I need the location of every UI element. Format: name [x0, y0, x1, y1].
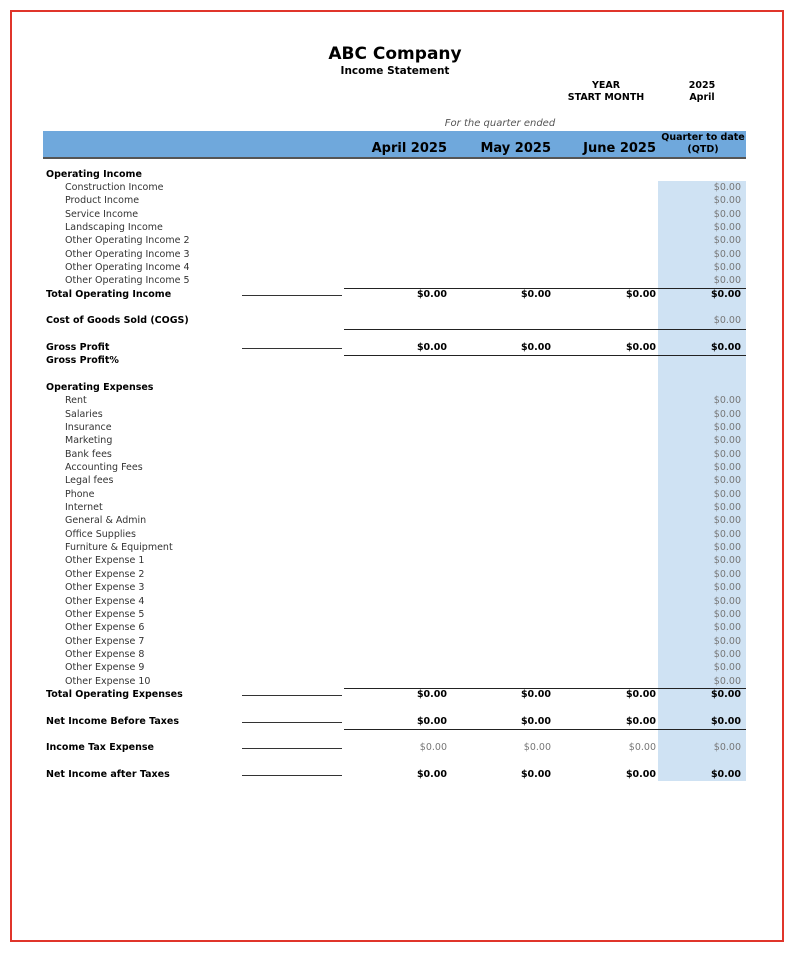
row-label: Office Supplies	[65, 528, 136, 540]
row-label: Service Income	[65, 208, 139, 220]
qtd-value[interactable]: $0.00	[713, 502, 741, 514]
qtd-value[interactable]: $0.00	[713, 248, 741, 260]
qtd-value[interactable]: $0.00	[713, 515, 741, 527]
column-header-qtd	[658, 132, 748, 156]
row-marketing	[0, 434, 794, 447]
row-total-operating-expenses	[0, 688, 794, 701]
qtd-value[interactable]: $0.00	[713, 395, 741, 407]
qtd-value[interactable]: $0.00	[713, 675, 741, 687]
qtd-value[interactable]: $0.00	[713, 742, 741, 754]
row-label: Other Expense 8	[65, 648, 145, 660]
qtd-line1: Quarter to date	[661, 132, 745, 143]
row-label: Total Operating Expenses	[46, 688, 183, 700]
row-label: Operating Expenses	[46, 382, 154, 393]
row-other-expense-3	[0, 581, 794, 594]
year-value[interactable]: 2025	[688, 80, 716, 91]
qtd-value[interactable]: $0.00	[713, 422, 741, 434]
row-label: Other Operating Income 2	[65, 235, 190, 247]
row-label: General & Admin	[65, 515, 147, 527]
june-value[interactable]: $0.00	[625, 715, 656, 727]
row-label: Other Expense 2	[65, 568, 145, 580]
column-header-may: May 2025	[480, 141, 551, 156]
statement-title: Income Statement	[340, 65, 450, 77]
row-gross-profit	[0, 354, 794, 367]
may-value[interactable]: $0.00	[520, 288, 551, 300]
qtd-value[interactable]: $0.00	[710, 715, 741, 727]
qtd-value[interactable]: $0.00	[713, 582, 741, 594]
qtd-value[interactable]: $0.00	[713, 181, 741, 193]
row-label: Salaries	[65, 408, 103, 420]
may-value[interactable]: $0.00	[520, 688, 551, 700]
row-other-expense-9	[0, 661, 794, 674]
row-label: Net Income Before Taxes	[46, 715, 180, 727]
row-label: Bank fees	[65, 448, 112, 460]
june-value[interactable]: $0.00	[625, 341, 656, 353]
row-label: Other Expense 3	[65, 582, 145, 594]
row-other-expense-7	[0, 635, 794, 648]
row-salaries	[0, 408, 794, 421]
april-value[interactable]: $0.00	[416, 288, 447, 300]
row-label: Other Expense 10	[65, 675, 151, 687]
april-value[interactable]: $0.00	[416, 341, 447, 353]
row-insurance	[0, 421, 794, 434]
row-other-expense-6	[0, 621, 794, 634]
start-month-value[interactable]: April	[689, 92, 715, 103]
row-label: Rent	[65, 395, 87, 407]
label-rule	[242, 695, 342, 696]
qtd-value[interactable]: $0.00	[710, 768, 741, 780]
qtd-value[interactable]: $0.00	[713, 435, 741, 447]
may-value[interactable]: $0.00	[520, 715, 551, 727]
row-label: Other Expense 9	[65, 662, 145, 674]
qtd-value[interactable]: $0.00	[713, 208, 741, 220]
row-label: Other Expense 4	[65, 595, 145, 607]
label-rule	[242, 348, 342, 349]
row-label: Operating Income	[46, 168, 142, 180]
qtd-value[interactable]: $0.00	[713, 542, 741, 554]
june-value[interactable]: $0.00	[625, 288, 656, 300]
row-legal-fees	[0, 474, 794, 487]
june-value[interactable]: $0.00	[625, 768, 656, 780]
row-label: Furniture & Equipment	[65, 542, 173, 554]
qtd-value[interactable]: $0.00	[713, 261, 741, 273]
column-header-bar	[43, 131, 746, 159]
row-internet	[0, 501, 794, 514]
june-value[interactable]: $0.00	[628, 742, 656, 754]
qtd-value[interactable]: $0.00	[713, 608, 741, 620]
row-net-income-after-taxes	[0, 768, 794, 781]
blank-row	[0, 728, 794, 741]
blank-row	[0, 701, 794, 714]
qtd-value[interactable]: $0.00	[713, 408, 741, 420]
row-label: Accounting Fees	[65, 462, 143, 474]
qtd-value[interactable]: $0.00	[713, 488, 741, 500]
row-label: Insurance	[65, 422, 112, 434]
row-label: Other Expense 5	[65, 608, 145, 620]
row-label: Construction Income	[65, 181, 164, 193]
row-other-expense-2	[0, 568, 794, 581]
row-other-operating-income-5	[0, 274, 794, 287]
blank-row	[0, 368, 794, 381]
qtd-value[interactable]: $0.00	[713, 221, 741, 233]
row-label: Other Expense 6	[65, 622, 145, 634]
row-label: Other Operating Income 3	[65, 248, 190, 260]
row-other-expense-1	[0, 554, 794, 567]
period-caption: For the quarter ended	[444, 118, 556, 129]
row-other-operating-income-3	[0, 248, 794, 261]
blank-row	[0, 301, 794, 314]
row-label: Marketing	[65, 435, 113, 447]
label-rule	[242, 722, 342, 723]
row-phone	[0, 488, 794, 501]
qtd-value[interactable]: $0.00	[713, 568, 741, 580]
qtd-value[interactable]: $0.00	[713, 622, 741, 634]
qtd-value[interactable]: $0.00	[713, 315, 741, 327]
qtd-value[interactable]: $0.00	[713, 528, 741, 540]
row-label: Other Expense 1	[65, 555, 145, 567]
column-header-april: April 2025	[371, 141, 447, 156]
qtd-value[interactable]: $0.00	[713, 648, 741, 660]
blank-row	[0, 328, 794, 341]
row-label: Phone	[65, 488, 95, 500]
april-value[interactable]: $0.00	[416, 715, 447, 727]
row-operating-income	[0, 168, 794, 181]
qtd-value[interactable]: $0.00	[713, 662, 741, 674]
row-label: Product Income	[65, 195, 140, 207]
may-value[interactable]: $0.00	[523, 742, 551, 754]
row-income-tax-expense	[0, 741, 794, 754]
row-label: Other Operating Income 4	[65, 261, 190, 273]
label-rule	[242, 295, 342, 296]
row-office-supplies	[0, 528, 794, 541]
april-value[interactable]: $0.00	[416, 768, 447, 780]
may-value[interactable]: $0.00	[520, 341, 551, 353]
column-header-june: June 2025	[583, 141, 656, 156]
qtd-value[interactable]: $0.00	[713, 475, 741, 487]
label-rule	[242, 748, 342, 749]
row-label: Landscaping Income	[65, 221, 163, 233]
row-label: Other Expense 7	[65, 635, 145, 647]
label-rule	[242, 775, 342, 776]
row-label: Cost of Goods Sold (COGS)	[46, 315, 189, 327]
qtd-value[interactable]: $0.00	[713, 555, 741, 567]
april-value[interactable]: $0.00	[416, 688, 447, 700]
qtd-value[interactable]: $0.00	[710, 688, 741, 700]
start-month-label: START MONTH	[567, 92, 645, 103]
row-landscaping-income	[0, 221, 794, 234]
row-service-income	[0, 208, 794, 221]
row-rent	[0, 394, 794, 407]
row-other-expense-8	[0, 648, 794, 661]
row-construction-income	[0, 181, 794, 194]
blank-row	[0, 755, 794, 768]
row-gross-profit	[0, 341, 794, 354]
qtd-value[interactable]: $0.00	[713, 448, 741, 460]
row-general-admin	[0, 514, 794, 527]
row-other-expense-10	[0, 675, 794, 688]
row-operating-expenses	[0, 381, 794, 394]
row-label: Legal fees	[65, 475, 114, 487]
row-bank-fees	[0, 448, 794, 461]
statement-rows	[0, 168, 794, 782]
row-furniture-equipment	[0, 541, 794, 554]
qtd-value[interactable]: $0.00	[713, 635, 741, 647]
qtd-line2: (QTD)	[687, 144, 719, 155]
company-name: ABC Company	[328, 44, 462, 64]
row-product-income	[0, 194, 794, 207]
row-label: Income Tax Expense	[46, 742, 154, 754]
qtd-value[interactable]: $0.00	[713, 275, 741, 287]
row-accounting-fees	[0, 461, 794, 474]
row-other-operating-income-4	[0, 261, 794, 274]
april-value[interactable]: $0.00	[419, 742, 447, 754]
qtd-value[interactable]: $0.00	[710, 341, 741, 353]
row-label: Other Operating Income 5	[65, 275, 190, 287]
qtd-value[interactable]: $0.00	[713, 595, 741, 607]
qtd-value[interactable]: $0.00	[713, 235, 741, 247]
qtd-value[interactable]: $0.00	[713, 195, 741, 207]
row-label: Net Income after Taxes	[46, 768, 170, 780]
row-other-expense-4	[0, 595, 794, 608]
row-cost-of-goods-sold-cogs	[0, 314, 794, 327]
row-label: Internet	[65, 502, 103, 514]
year-label: YEAR	[591, 80, 621, 91]
qtd-value[interactable]: $0.00	[713, 462, 741, 474]
row-other-expense-5	[0, 608, 794, 621]
row-label: Total Operating Income	[46, 288, 172, 300]
may-value[interactable]: $0.00	[520, 768, 551, 780]
june-value[interactable]: $0.00	[625, 688, 656, 700]
row-other-operating-income-2	[0, 234, 794, 247]
row-label: Gross Profit	[46, 341, 110, 353]
row-net-income-before-taxes	[0, 715, 794, 728]
row-total-operating-income	[0, 288, 794, 301]
qtd-value[interactable]: $0.00	[710, 288, 741, 300]
row-label: Gross Profit%	[46, 355, 119, 367]
